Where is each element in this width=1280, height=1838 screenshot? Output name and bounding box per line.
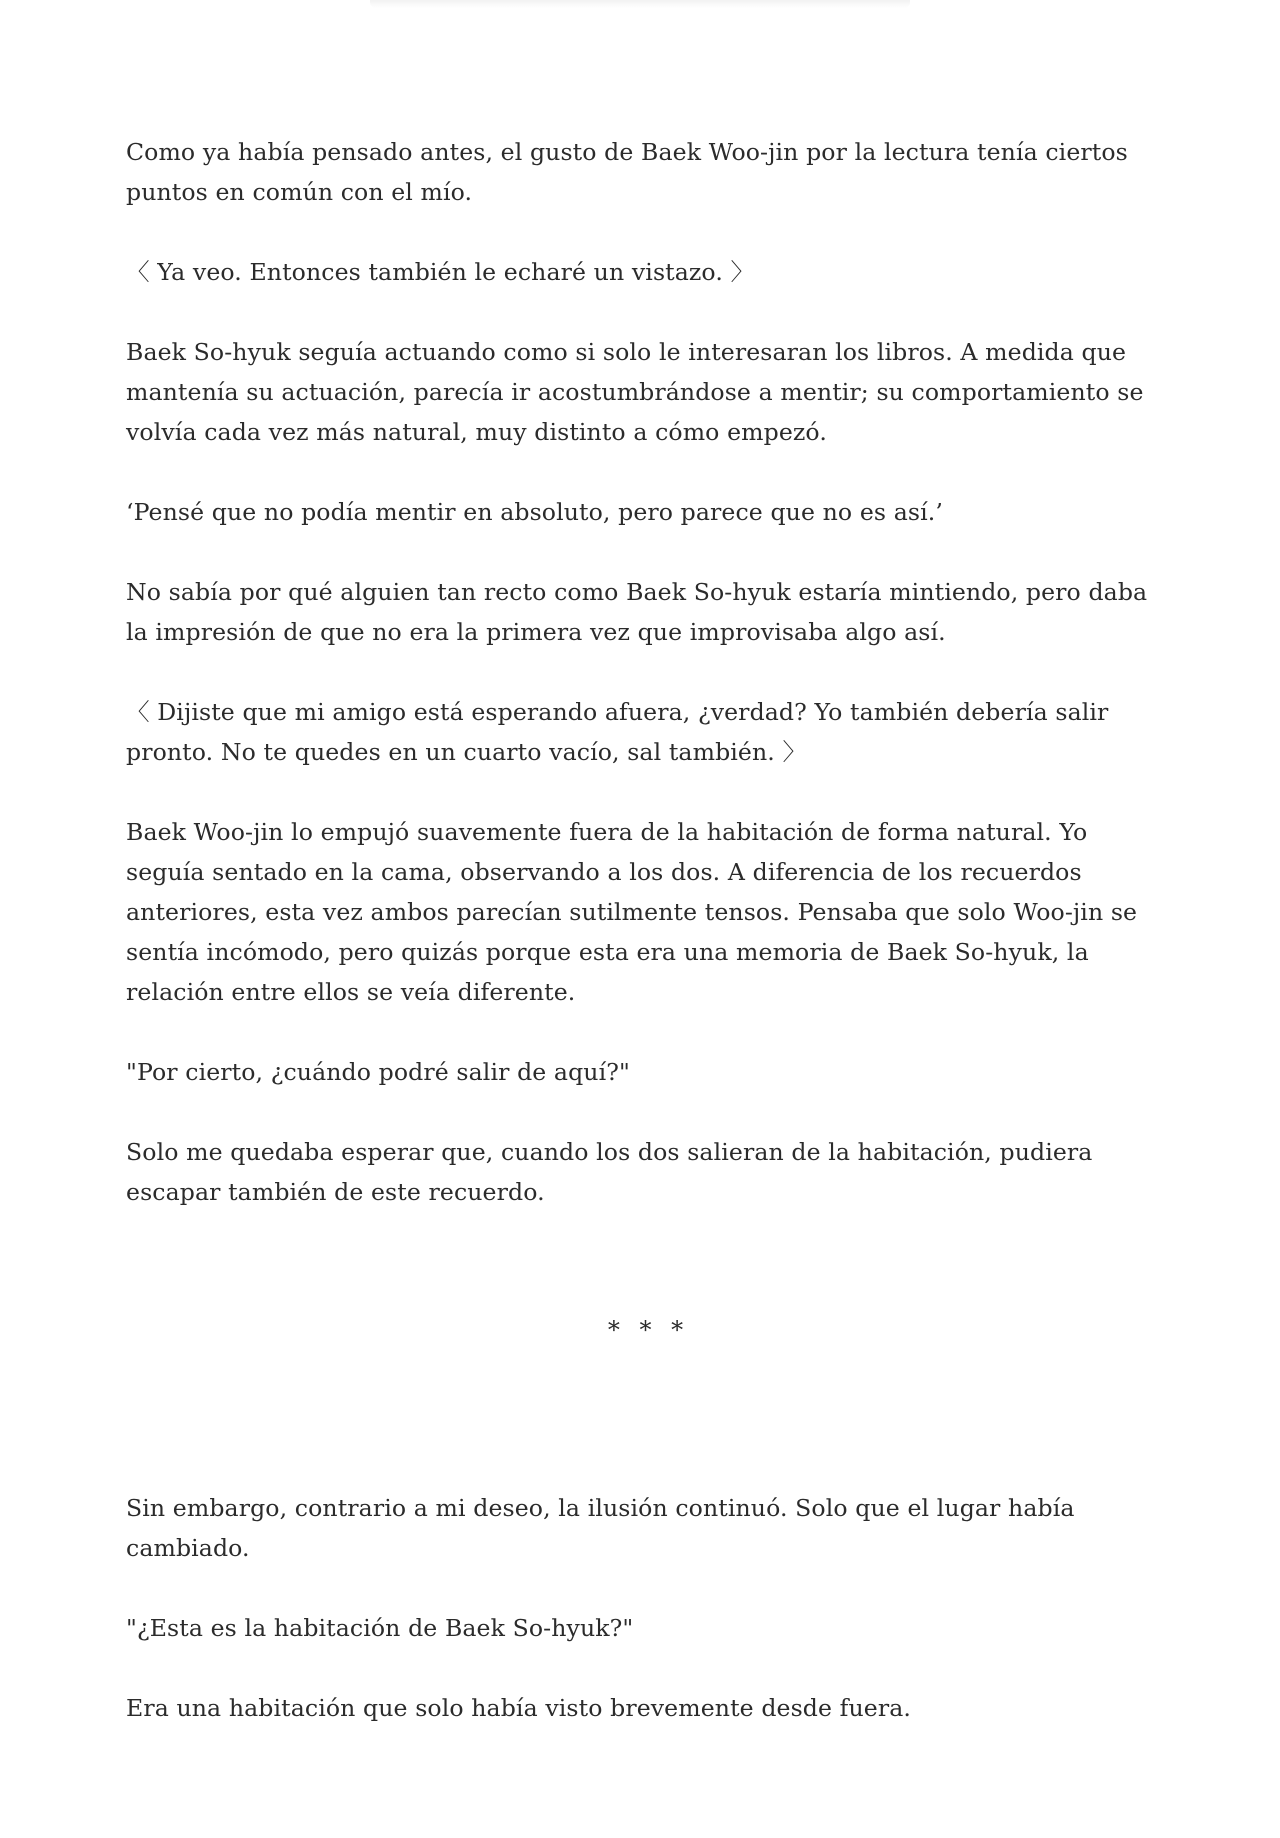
paragraph: Como ya había pensado antes, el gusto de Baek Woo-jin por la lectura tenía ciertos puntos en común con el mío. (126, 138, 1128, 206)
paragraph: No sabía por qué alguien tan recto como Baek So-hyuk estaría mintiendo, pero daba la impresión de que no era la primera vez que improvisaba algo así. (126, 578, 1148, 646)
reader-page (126, 132, 1171, 1768)
paragraph: Baek So-hyuk seguía actuando como si solo le interesaran los libros. A medida que mantenía su actuación, parecía ir acostumbrándose a mentir; su comportamiento se volvía cada vez más natural, muy distinto a cómo empezó. (126, 338, 1144, 446)
paragraph: Baek Woo-jin lo empujó suavemente fuera de la habitación de forma natural. Yo seguía sentado en la cama, observando a los dos. A diferencia de los recuerdos anteriores, esta vez ambos parecían sutilmente tensos. Pensaba que solo Woo-jin se sentía incómodo, pero quizás porque esta era una memoria de Baek So-hyuk, la relación entre ellos se veía diferente. (126, 818, 1138, 1006)
top-edge-shadow (370, 0, 910, 8)
paragraph: Solo me quedaba esperar que, cuando los dos salieran de la habitación, pudiera escapar también de este recuerdo. (126, 1138, 1093, 1206)
dialogue-paragraph: 〈 Ya veo. Entonces también le echaré un vistazo. 〉 (126, 258, 755, 286)
paragraph: Era una habitación que solo había visto brevemente desde fuera. (126, 1694, 911, 1722)
scene-break: * * * (607, 1316, 690, 1344)
dialogue-paragraph: "¿Esta es la habitación de Baek So-hyuk?" (126, 1614, 634, 1642)
paragraph: Sin embargo, contrario a mi deseo, la ilusión continuó. Solo que el lugar había cambiado. (126, 1494, 1075, 1562)
dialogue-paragraph: "Por cierto, ¿cuándo podré salir de aquí?" (126, 1058, 630, 1086)
dialogue-paragraph: 〈 Dijiste que mi amigo está esperando afuera, ¿verdad? Yo también debería salir pronto. No te quedes en un cuarto vacío, sal también. 〉 (126, 698, 1109, 766)
thought-paragraph: ‘Pensé que no podía mentir en absoluto, pero parece que no es así.’ (126, 498, 943, 526)
